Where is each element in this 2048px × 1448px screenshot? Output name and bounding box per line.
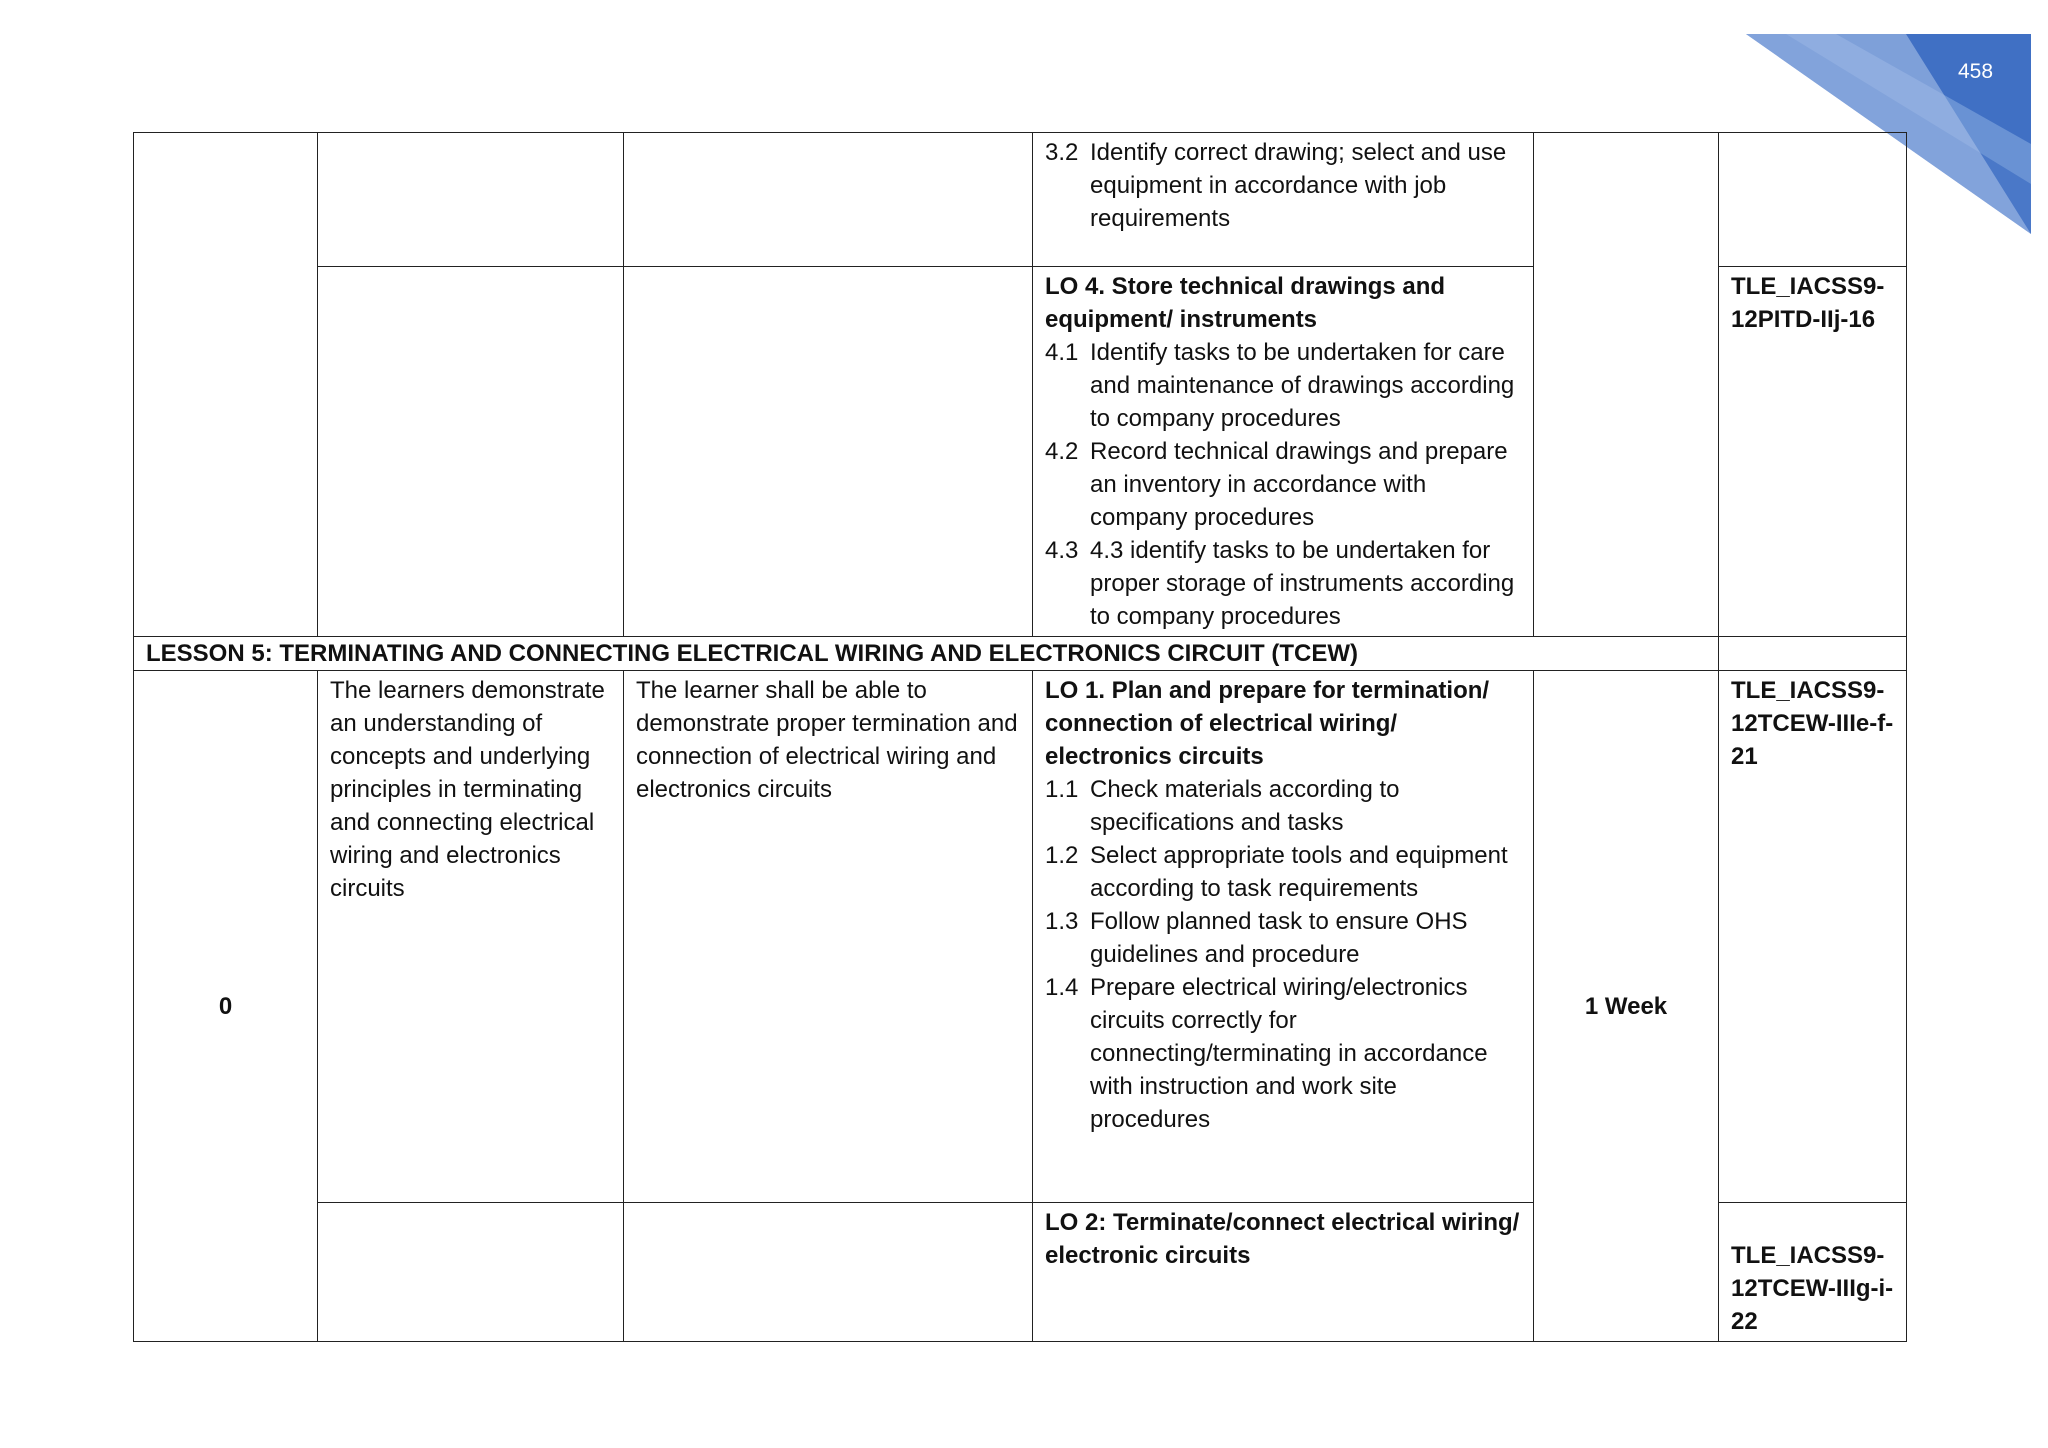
item-text: Identify correct drawing; select and use equipment in accordance with job requirements [1090,139,1507,232]
content-standard-cell-empty [318,1203,624,1342]
performance-standard-cell: The learner shall be able to demonstrate proper termination and connection of electrical wiring and electronics circuits [624,671,1033,1203]
code-cell-empty [1719,637,1907,671]
performance-standard-cell-empty [624,133,1033,267]
number-cell-empty [134,133,318,637]
list-item [1045,534,1521,633]
item-number: 1.4 [1045,974,1079,1001]
lesson-5-title: LESSON 5: TERMINATING AND CONNECTING ELECTRICAL WIRING AND ELECTRONICS CIRCUIT (TCEW) [134,637,1719,671]
item-number: 1.2 [1045,842,1079,869]
lo4-code-cell: TLE_IACSS9-12PITD-IIj-16 [1719,267,1907,637]
duration-cell-empty [1534,133,1719,637]
table-row [134,133,1907,267]
duration-cell: 1 Week [1534,671,1719,1342]
content-standard-cell-empty [318,133,624,267]
list-item [1045,773,1521,839]
item-text: Follow planned task to ensure OHS guidelines and procedure [1090,908,1468,968]
list-item [1045,839,1521,905]
item-number: 4.3 [1045,537,1079,564]
list-item [1045,336,1521,435]
item-text: Check materials according to specifications and tasks [1090,776,1400,836]
item-text: Record technical drawings and prepare an inventory in accordance with company procedures [1090,438,1508,531]
item-number: 4.1 [1045,339,1079,366]
content-standard-cell-empty [318,267,624,637]
list-item [1045,136,1521,235]
learning-competency-cell [1033,133,1534,267]
list-item [1045,905,1521,971]
learning-competency-cell [1033,671,1534,1203]
lo1-code-cell: TLE_IACSS9-12TCEW-IIIe-f-21 [1719,671,1907,1203]
code-cell-empty [1719,133,1907,267]
content-standard-cell: The learners demonstrate an understanding of concepts and underlying principles in terminating and connecting electrical wiring and electronics circuits [318,671,624,1203]
lo4-title: LO 4. Store technical drawings and equipment/ instruments [1045,273,1446,333]
lo1-title: LO 1. Plan and prepare for termination/ connection of electrical wiring/ electronics circuits [1045,677,1490,770]
item-number: 3.2 [1045,139,1079,166]
page-number: 458 [1958,60,1994,83]
curriculum-table [133,132,1907,1342]
lesson-header-row [134,637,1907,671]
item-text: Prepare electrical wiring/electronics circuits correctly for connecting/terminating in accordance with instruction and work site procedures [1090,974,1488,1133]
item-text: Select appropriate tools and equipment according to task requirements [1090,842,1508,902]
table-row [134,671,1907,1203]
item-text: Identify tasks to be undertaken for care and maintenance of drawings according to company procedures [1090,339,1515,432]
performance-standard-cell-empty [624,267,1033,637]
item-number: 1.1 [1045,776,1079,803]
item-number: 1.3 [1045,908,1079,935]
lesson-number-cell: 0 [134,671,318,1342]
list-item [1045,435,1521,534]
item-text: 4.3 identify tasks to be undertaken for proper storage of instruments according to company procedures [1090,537,1515,630]
lo2-code-cell: TLE_IACSS9-12TCEW-IIIg-i-22 [1719,1203,1907,1342]
item-number: 4.2 [1045,438,1079,465]
performance-standard-cell-empty [624,1203,1033,1342]
lo2-title-cell: LO 2: Terminate/connect electrical wiring/ electronic circuits [1033,1203,1534,1342]
list-item [1045,971,1521,1136]
learning-competency-cell [1033,267,1534,637]
